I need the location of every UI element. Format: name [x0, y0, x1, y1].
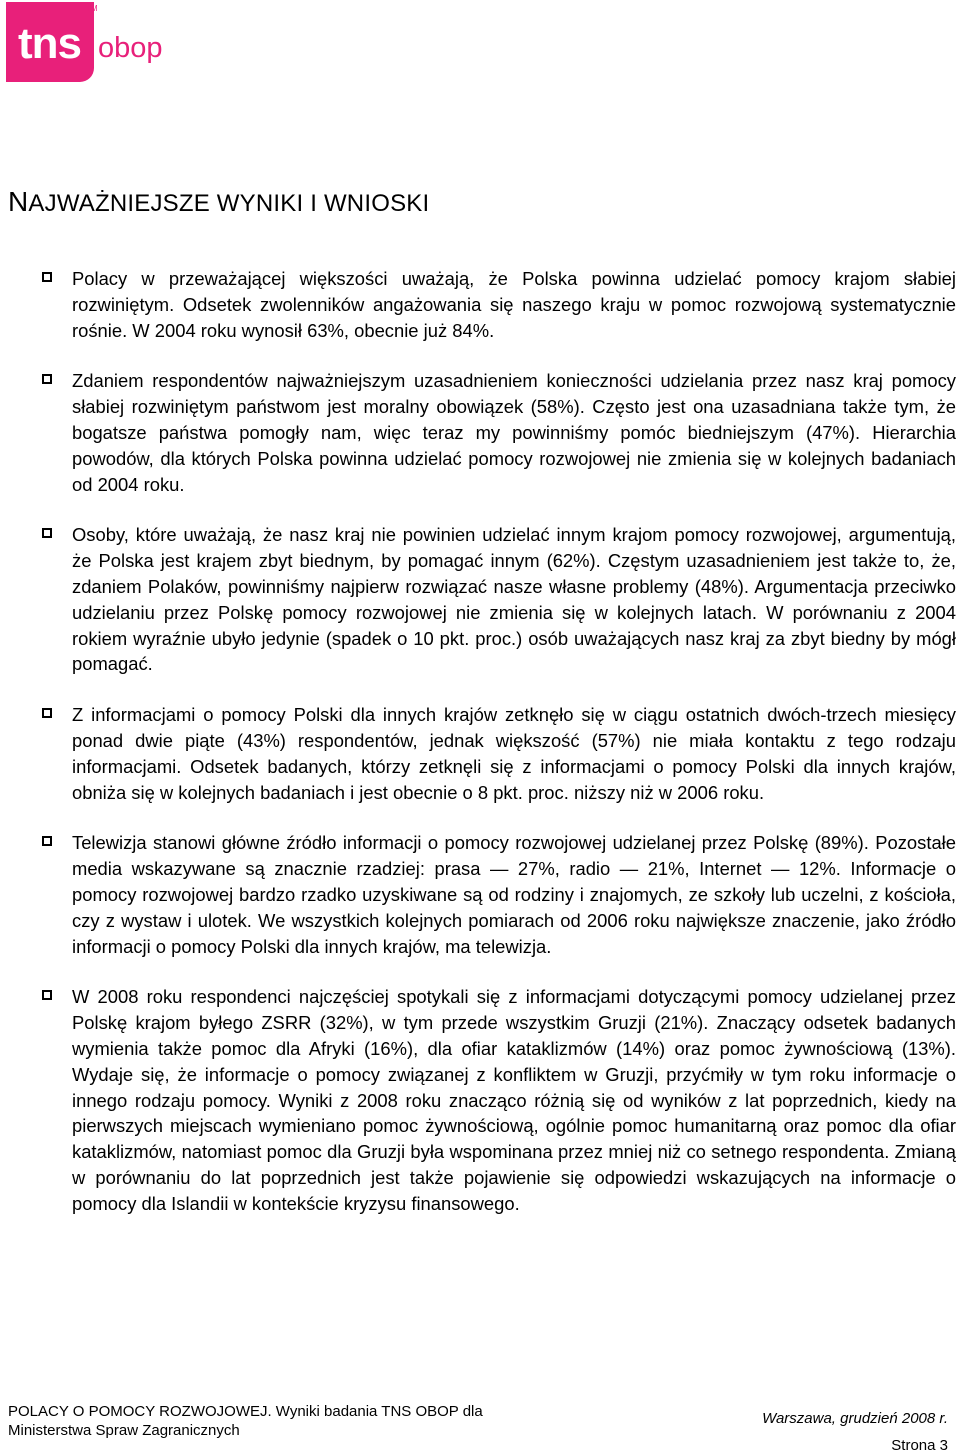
checkbox-bullet-icon	[42, 528, 52, 538]
page-number: Strona 3	[891, 1437, 948, 1454]
list-item	[40, 266, 956, 343]
list-item-text: Zdaniem respondentów najważniejszym uzasadnieniem konieczności udzielania przez nasz kraj pomocy słabiej rozwiniętym państwom jest moralny obowiązek (58%). Często jest ona uzasadniana także tym, że bogatsze państwa pomogły nam, więc teraz my powinniśmy pomóc biedniejszym (47%). Hierarchia powodów, dla których Polska powinna udzielać pomocy rozwojowej nie zmienia się w kolejnych badaniach od 2004 roku.	[72, 370, 956, 495]
footer-line-2: Ministerstwa Spraw Zagranicznych	[8, 1422, 240, 1439]
checkbox-bullet-icon	[42, 990, 52, 1000]
list-item	[40, 522, 956, 677]
list-item	[40, 702, 956, 805]
list-item	[40, 984, 956, 1216]
checkbox-bullet-icon	[42, 708, 52, 718]
logo-trademark: TM	[86, 4, 98, 13]
footer-date: Warszawa, grudzień 2008 r.	[762, 1410, 948, 1427]
logo-mark	[6, 2, 94, 82]
footer-line-1: POLACY O POMOCY ROZWOJOWEJ. Wyniki badania TNS OBOP dla	[8, 1403, 483, 1420]
list-item-text: W 2008 roku respondenci najczęściej spotykali się z informacjami dotyczącymi pomocy udzielanej przez Polskę krajom byłego ZSRR (32%), w tym przede wszystkim Gruzji (21%). Znaczący odsetek badanych wymienia także pomoc dla Afryki (16%), dla ofiar kataklizmów (14%) oraz pomoc żywnościową (13%). Wydaje się, że informacje o pomocy związanej z konfliktem w Gruzji, przyćmiły w tym roku informacje o innego rodzaju pomocy. Wyniki z 2008 roku znacząco różnią się od wyników z lat poprzednich, kiedy na pierwszych miejscach wymieniano pomoc żywnościową, ogólnie pomoc humanitarną oraz pomoc dla ofiar kataklizmów, natomiast pomoc dla Gruzji była wspominana przez mniej niż co setnego respondenta. Zmianą w porównaniu do lat poprzednich jest także pojawienie się odpowiedzi wskazujących na informacje o pomocy dla Islandii w kontekście kryzysu finansowego.	[72, 986, 956, 1214]
tns-obop-logo	[6, 2, 163, 82]
list-item	[40, 830, 956, 959]
checkbox-bullet-icon	[42, 374, 52, 384]
checkbox-bullet-icon	[42, 272, 52, 282]
list-item	[40, 368, 956, 497]
logo-brand-text: tns	[18, 19, 81, 68]
findings-list	[40, 266, 956, 1242]
checkbox-bullet-icon	[42, 836, 52, 846]
list-item-text: Polacy w przeważającej większości uważają, że Polska powinna udzielać pomocy krajom słabiej rozwiniętym. Odsetek zwolenników angażowania się naszego kraju w pomoc rozwojową systematycznie rośnie. W 2004 roku wynosił 63%, obecnie już 84%.	[72, 268, 956, 341]
page-title	[8, 186, 429, 218]
footer-report-title	[8, 1402, 483, 1440]
page-title-initial: N	[8, 186, 29, 217]
list-item-text: Telewizja stanowi główne źródło informacji o pomocy rozwojowej udzielanej przez Polskę (89%). Pozostałe media wskazywane są znacznie rzadziej: prasa — 27%, radio — 21%, Internet — 12%. Informacje o pomocy rozwojowej bardzo rzadko uzyskiwane są od rodziny i znajomych, ze szkoły lub uczelni, z kościoła, czy z wystaw i ulotek. We wszystkich kolejnych pomiarach od 2006 roku największe znaczenie, jako źródło informacji o pomocy Polski dla innych krajów, ma telewizja.	[72, 832, 956, 957]
list-item-text: Z informacjami o pomocy Polski dla innych krajów zetknęło się w ciągu ostatnich dwóch-trzech miesięcy ponad dwie piąte (43%) respondentów, jednak większość (57%) nie miała kontaktu z tego rodzaju informacjami. Odsetek badanych, którzy zetknęli się z informacjami o pomocy Polski dla innych krajów, obniża się w kolejnych badaniach i jest obecnie o 8 pkt. proc. niższy niż w 2006 roku.	[72, 704, 956, 803]
page-title-rest: AJWAŻNIEJSZE WYNIKI I WNIOSKI	[28, 190, 430, 217]
list-item-text: Osoby, które uważają, że nasz kraj nie powinien udzielać innym krajom pomocy rozwojowej, argumentują, że Polska jest krajem zbyt biednym, by pomagać innym (62%). Częstym uzasadnieniem jest także to, że, zdaniem Polaków, powinniśmy najpierw rozwiązać nasze własne problemy (48%). Argumentacja przeciwko udzielaniu przez Polskę pomocy rozwojowej nie zmienia się w kolejnych latach. W porównaniu z 2004 rokiem wyraźnie ubyło jedynie (spadek o 10 pkt. proc.) osób uważających nasz kraj za zbyt biedny by mógł pomagać.	[72, 524, 956, 675]
logo-sub-text: obop	[98, 32, 163, 64]
